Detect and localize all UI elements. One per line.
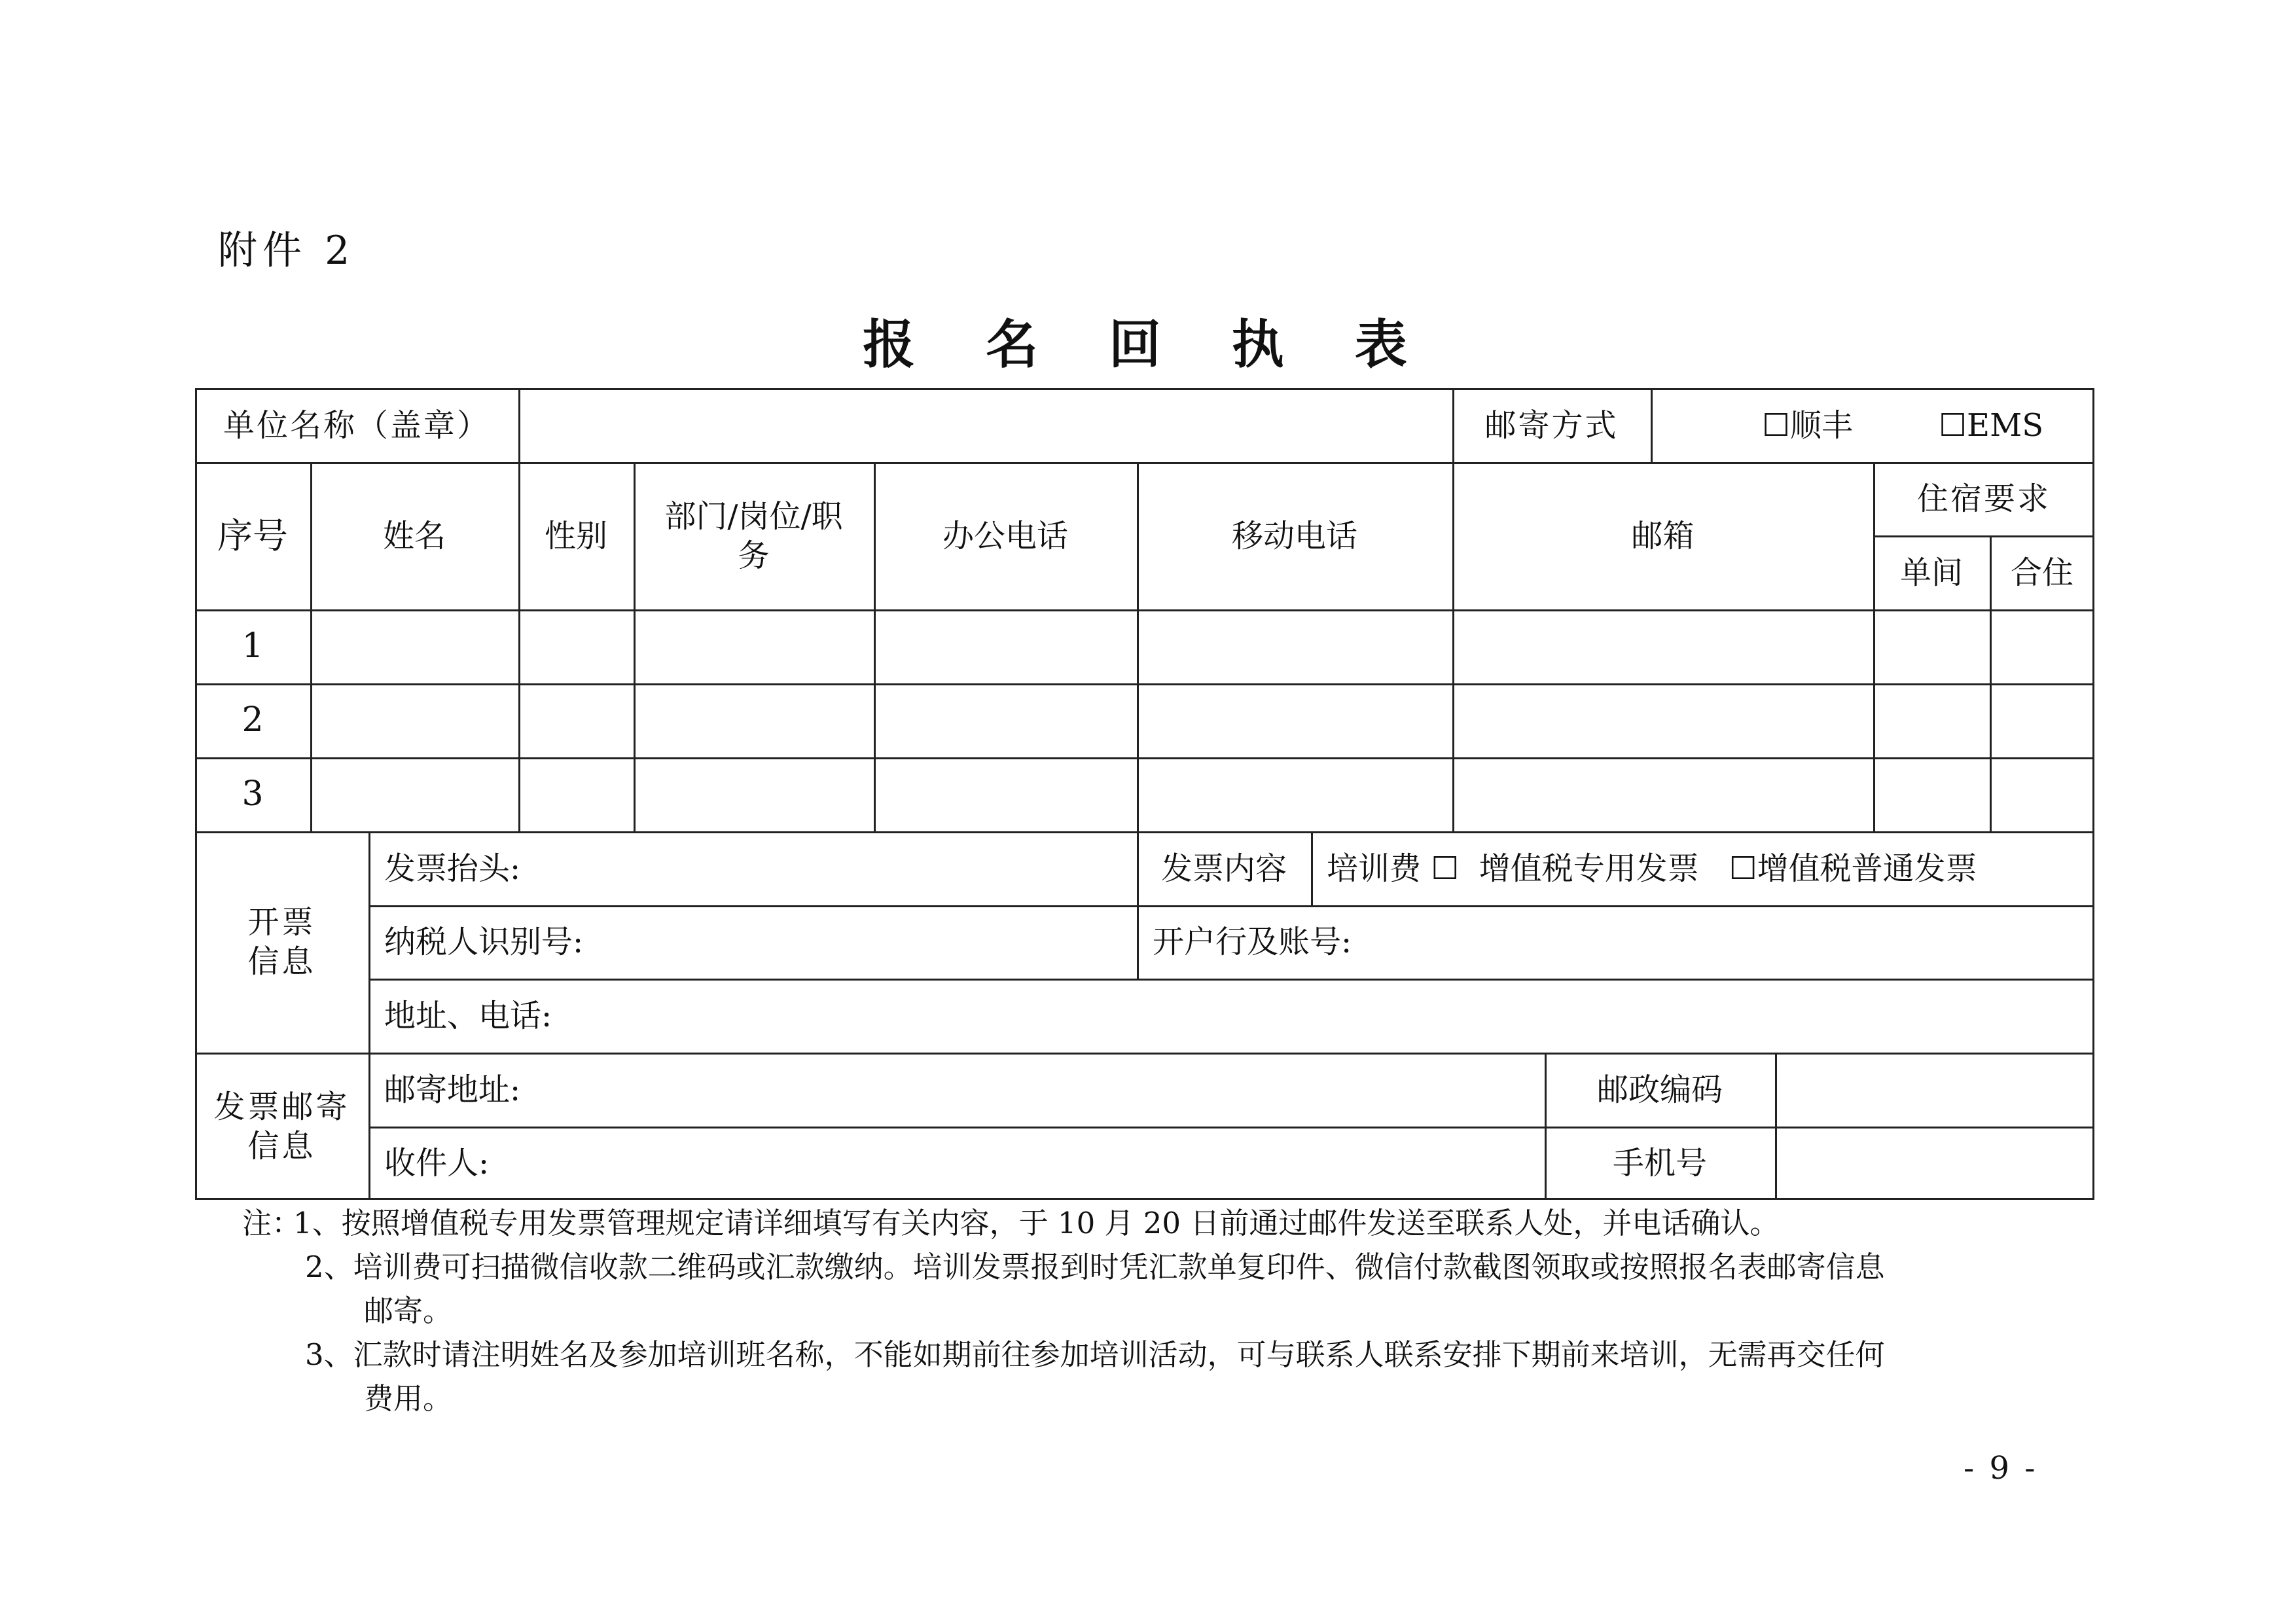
form-title: 报 名 回 执 表 <box>863 314 1433 375</box>
col-office-phone: 办公电话 <box>942 517 1068 554</box>
note-3-cont: 费用。 <box>364 1381 453 1416</box>
attachment-label: 附件 2 <box>218 228 355 274</box>
notes-prefix: 注： <box>242 1206 302 1240</box>
note-2-cont: 邮寄。 <box>364 1293 453 1328</box>
unit-name-field[interactable] <box>520 390 1452 462</box>
taxpayer-id-field[interactable]: 纳税人识别号: <box>384 924 584 960</box>
col-dept: 部门/岗位/职务 <box>664 497 843 574</box>
mobile-field[interactable] <box>1777 1128 2094 1200</box>
unit-name-label: 单位名称（盖章） <box>223 406 490 444</box>
option-ems-checkbox[interactable]: ☐EMS <box>1939 406 2044 444</box>
address-phone-field[interactable]: 地址、电话: <box>384 997 552 1034</box>
mail-method-options <box>1651 388 2094 462</box>
col-single-room: 单间 <box>1899 554 1963 591</box>
bank-account-field[interactable]: 开户行及账号: <box>1153 924 1352 960</box>
mail-method-label: 邮寄方式 <box>1484 406 1619 444</box>
postcode-field[interactable] <box>1777 1055 2094 1127</box>
table-rule <box>195 609 2094 611</box>
col-seq: 序号 <box>217 514 288 556</box>
col-name: 姓名 <box>382 517 446 554</box>
note-2: 2、培训费可扫描微信收款二维码或汇款缴纳。培训发票报到时凭汇款单复印件、微信付款截图领取或按照报名表邮寄信息 <box>305 1250 1885 1284</box>
col-email: 邮箱 <box>1631 517 1695 554</box>
page-number: - 9 - <box>1964 1450 2038 1487</box>
postcode-label: 邮政编码 <box>1596 1071 1723 1108</box>
col-gender: 性别 <box>544 517 607 554</box>
col-lodging: 住宿要求 <box>1916 480 2051 517</box>
mobile-label: 手机号 <box>1612 1145 1707 1182</box>
row-number: 2 <box>242 700 264 740</box>
row-number: 1 <box>242 626 264 666</box>
row-number: 3 <box>242 774 264 814</box>
col-shared-room: 合住 <box>2010 554 2073 591</box>
option-sf-checkbox[interactable]: ☐顺丰 <box>1762 406 1854 444</box>
invoice-title-field[interactable]: 发票抬头: <box>384 850 521 887</box>
note-1-text: 1、按照增值税专用发票管理规定请详细填写有关内容，于 10 月 20 日前通过邮件发送至联系人处，并电话确认。 <box>293 1206 1780 1240</box>
note-3: 3、汇款时请注明姓名及参加培训班名称，不能如期前往参加培训活动，可与联系人联系安排下期前来培训，无需再交任何 <box>305 1337 1885 1372</box>
invoice-content-label: 发票内容 <box>1160 850 1287 887</box>
recipient-field[interactable]: 收件人: <box>384 1145 490 1182</box>
col-mobile: 移动电话 <box>1231 517 1357 554</box>
table-rule <box>195 683 2094 685</box>
invoice-content-options[interactable]: 培训费 ☐ 增值税专用发票 ☐增值税普通发票 <box>1327 850 1977 887</box>
mailing-address-field[interactable]: 邮寄地址: <box>384 1071 521 1108</box>
mailing-section-label: 发票邮寄信息 <box>213 1088 350 1164</box>
note-1 <box>242 1201 2075 1245</box>
invoice-section-label: 开票信息 <box>247 904 316 980</box>
table-rule <box>195 757 2094 759</box>
notes <box>242 1201 2075 1420</box>
